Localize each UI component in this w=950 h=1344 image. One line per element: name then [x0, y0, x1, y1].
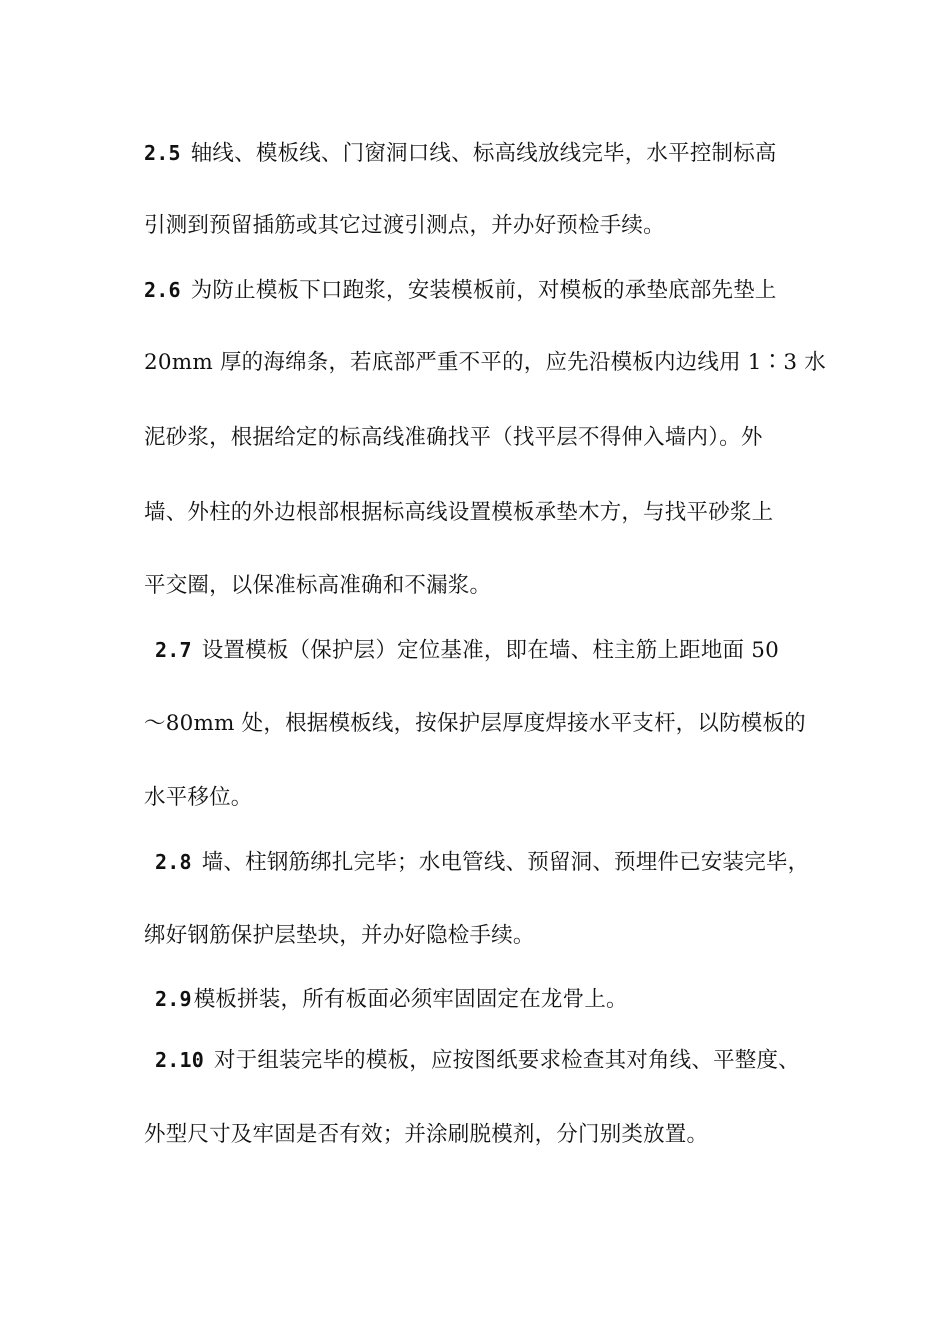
paragraph-2-6-line-1	[144, 276, 777, 305]
paragraph-text: 绑好钢筋保护层垫块，并办好隐检手续。	[144, 923, 535, 948]
paragraph-text: 平交圈，以保准标高准确和不漏浆。	[144, 573, 492, 598]
paragraph-2-7-line-1	[155, 636, 779, 665]
paragraph-text: 外型尺寸及牢固是否有效；并涂刷脱模剂，分门别类放置。	[144, 1122, 709, 1147]
paragraph-2-7-line-3	[144, 784, 253, 812]
paragraph-text: 模板拼装，所有板面必须牢固固定在龙骨上。	[193, 987, 628, 1012]
paragraph-text: 引测到预留插筋或其它过渡引测点，并办好预检手续。	[144, 213, 665, 238]
paragraph-2-9-line-1	[155, 985, 628, 1014]
paragraph-number: 2.9	[155, 987, 192, 1011]
paragraph-number: 2.5	[144, 141, 181, 165]
paragraph-2-8-line-1	[155, 848, 809, 877]
paragraph-2-5-line-2	[144, 212, 665, 240]
paragraph-text: 水平移位。	[144, 785, 253, 810]
paragraph-2-8-line-2	[144, 922, 535, 950]
paragraph-2-10-line-2	[144, 1121, 708, 1149]
paragraph-text: 20mm 厚的海绵条，若底部严重不平的，应先沿模板内边线用 1∶3 水	[144, 350, 826, 375]
paragraph-text: 为防止模板下口跑浆，安装模板前，对模板的承垫底部先垫上	[190, 278, 777, 303]
paragraph-number: 2.8	[155, 850, 192, 874]
paragraph-2-6-line-4	[144, 499, 773, 527]
paragraph-text: 对于组装完毕的模板，应按图纸要求检查其对角线、平整度、	[213, 1048, 800, 1073]
paragraph-text: 墙、外柱的外边根部根据标高线设置模板承垫木方，与找平砂浆上	[144, 500, 774, 525]
paragraph-number: 2.6	[144, 278, 181, 302]
paragraph-text: 轴线、模板线、门窗洞口线、标高线放线完毕，水平控制标高	[190, 141, 777, 166]
paragraph-text: 泥砂浆，根据给定的标高线准确找平（找平层不得伸入墙内）。外	[144, 425, 763, 450]
paragraph-2-6-line-2	[144, 349, 826, 377]
paragraph-text: 设置模板（保护层）定位基准，即在墙、柱主筋上距地面 50	[201, 638, 780, 663]
paragraph-2-10-line-1	[155, 1046, 800, 1075]
paragraph-2-6-line-3	[144, 424, 763, 452]
paragraph-number: 2.10	[155, 1048, 204, 1072]
paragraph-text: ～80mm 处，根据模板线，按保护层厚度焊接水平支杆，以防模板的	[144, 711, 806, 736]
paragraph-2-7-line-2	[144, 710, 806, 738]
paragraph-text: 墙、柱钢筋绑扎完毕；水电管线、预留洞、预埋件已安装完毕，	[201, 850, 810, 875]
paragraph-number: 2.7	[155, 638, 192, 662]
paragraph-2-5-line-1	[144, 139, 777, 168]
paragraph-2-6-line-5	[144, 572, 491, 600]
